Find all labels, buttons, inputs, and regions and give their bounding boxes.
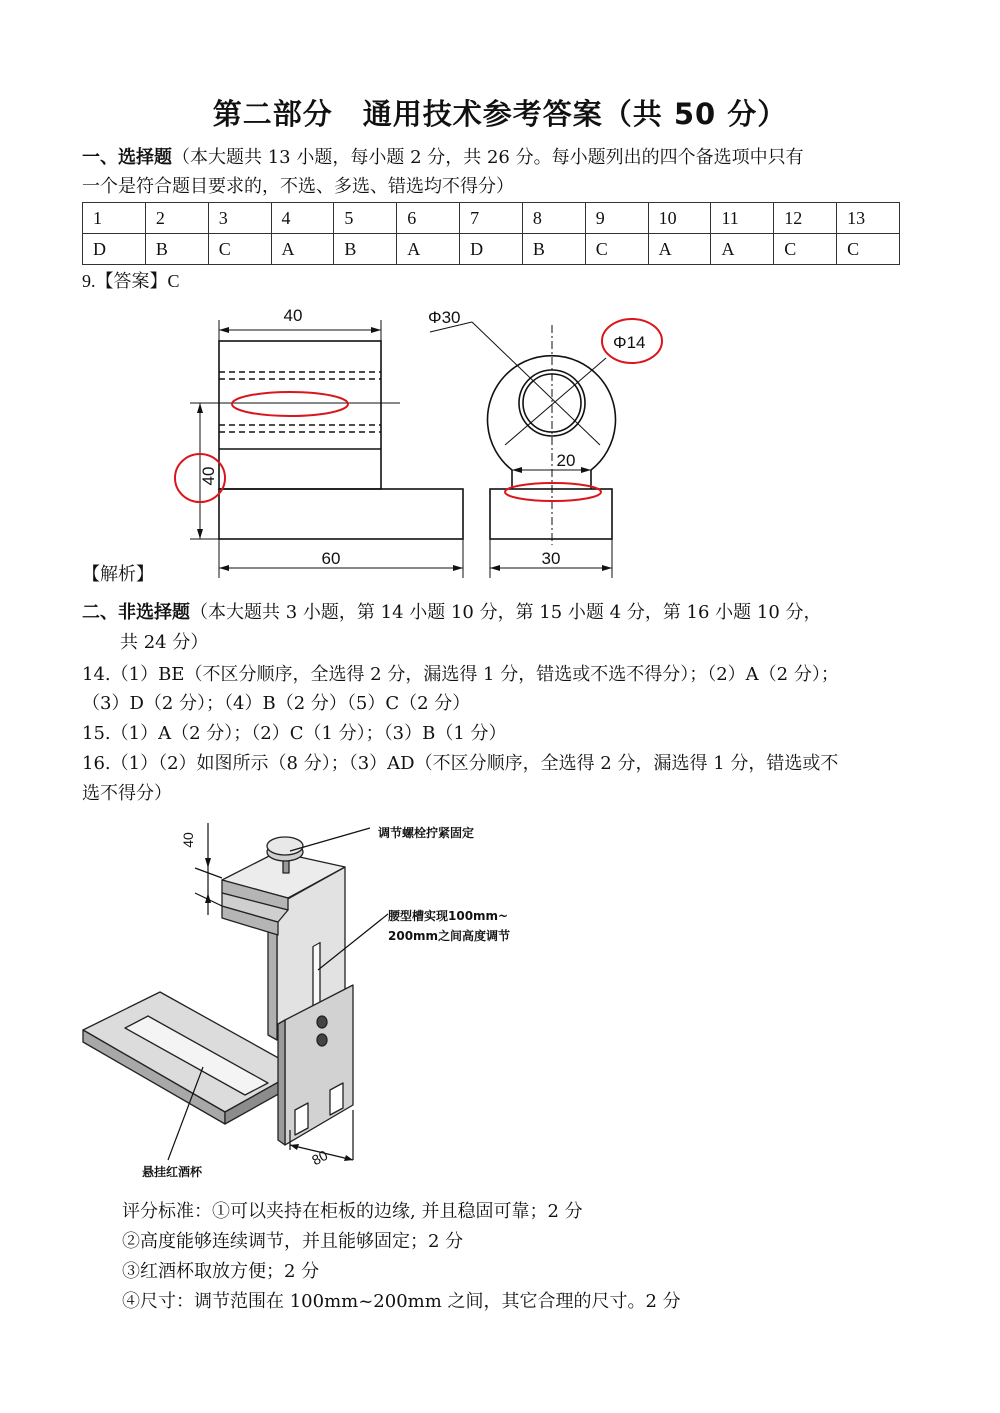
section1-desc-1: （本大题共 13 小题，每小题 2 分，共 26 分。每小题列出的四个备选项中只有 <box>172 147 804 168</box>
q16-line2: 选不得分） <box>82 783 172 804</box>
table-cell-number: 12 <box>774 203 837 234</box>
table-cell-number: 11 <box>711 203 774 234</box>
table-cell-answer: C <box>208 234 271 265</box>
dim-40-side: 40 <box>199 466 218 486</box>
section2-heading-line <box>82 598 822 628</box>
dim-20: 20 <box>556 451 576 470</box>
table-cell-number: 3 <box>208 203 271 234</box>
label-bolt: 调节螺栓拧紧固定 <box>378 826 475 840</box>
table-cell-answer: B <box>334 234 397 265</box>
table-cell-answer: B <box>522 234 585 265</box>
table-cell-answer: D <box>460 234 523 265</box>
dim-phi30: Φ30 <box>428 308 461 327</box>
table-cell-number: 8 <box>522 203 585 234</box>
scoring-line2: ②高度能够连续调节，并且能够固定；2 分 <box>122 1231 464 1252</box>
table-cell-answer: A <box>648 234 711 265</box>
dim-40-top: 40 <box>283 306 303 325</box>
fig-dim-80: 80 <box>309 1146 331 1169</box>
table-row-answers <box>83 234 900 265</box>
q9-drawing <box>0 295 700 585</box>
q9-analysis: 【解析】 <box>82 564 154 585</box>
table-cell-number: 7 <box>460 203 523 234</box>
section2-desc-1: （本大题共 3 小题，第 14 小题 10 分，第 15 小题 4 分，第 16 小题 10 分， <box>190 602 822 623</box>
q14-line2: （3）D（2 分）；（4）B（2 分）（5）C（2 分） <box>82 693 471 714</box>
answer-table <box>82 202 900 265</box>
table-cell-number: 10 <box>648 203 711 234</box>
table-cell-number: 4 <box>271 203 334 234</box>
q16-line1: 16.（1）（2）如图所示（8 分）；（3）AD（不区分顺序，全选得 2 分，漏选得 1 分，错选或不 <box>82 753 839 774</box>
q15-answer: 15.（1）A（2 分）；（2）C（1 分）；（3）B（1 分） <box>82 723 507 744</box>
q9-answer: 9.【答案】C <box>82 271 180 291</box>
scoring-line1: 评分标准：①可以夹持在柜板的边缘, 并且稳固可靠；2 分 <box>122 1201 583 1222</box>
table-cell-answer: A <box>397 234 460 265</box>
red-circle-base <box>505 483 601 501</box>
table-cell-answer: C <box>585 234 648 265</box>
table-cell-answer: B <box>145 234 208 265</box>
label-cup: 悬挂红酒杯 <box>142 1165 203 1179</box>
table-row-numbers <box>83 203 900 234</box>
table-cell-answer: A <box>271 234 334 265</box>
scoring-line4: ④尺寸：调节范围在 100mm~200mm 之间，其它合理的尺寸。2 分 <box>122 1291 681 1312</box>
table-cell-answer: C <box>774 234 837 265</box>
section2-desc-2: 共 24 分） <box>120 632 209 653</box>
page-title: 第二部分 通用技术参考答案（共 50 分） <box>212 97 788 131</box>
q16-figure <box>0 815 560 1190</box>
red-circle-hole <box>232 392 348 416</box>
section1-heading-line <box>82 143 804 173</box>
table-cell-number: 9 <box>585 203 648 234</box>
dim-phi14: Φ14 <box>613 333 646 352</box>
table-cell-number: 2 <box>145 203 208 234</box>
table-cell-number: 5 <box>334 203 397 234</box>
dim-60: 60 <box>321 549 341 568</box>
table-cell-number: 6 <box>397 203 460 234</box>
section1-desc-2: 一个是符合题目要求的，不选、多选、错选均不得分） <box>82 176 514 197</box>
label-slot-1: 腰型槽实现100mm~ <box>388 909 509 923</box>
section1-heading: 一、选择题 <box>82 147 172 168</box>
table-cell-answer: D <box>83 234 146 265</box>
scoring-line3: ③红酒杯取放方便；2 分 <box>122 1261 320 1282</box>
fig-dim-40: 40 <box>180 832 196 848</box>
dim-30: 30 <box>541 549 561 568</box>
section2-heading: 二、非选择题 <box>82 602 190 623</box>
label-slot-2: 200mm之间高度调节 <box>388 929 511 943</box>
table-cell-number: 13 <box>837 203 900 234</box>
front-view-base <box>219 489 463 539</box>
table-cell-number: 1 <box>83 203 146 234</box>
table-cell-answer: C <box>837 234 900 265</box>
table-cell-answer: A <box>711 234 774 265</box>
q14-line1: 14.（1）BE（不区分顺序，全选得 2 分，漏选得 1 分，错选或不选不得分）；（2）A（2 分）； <box>82 664 839 685</box>
